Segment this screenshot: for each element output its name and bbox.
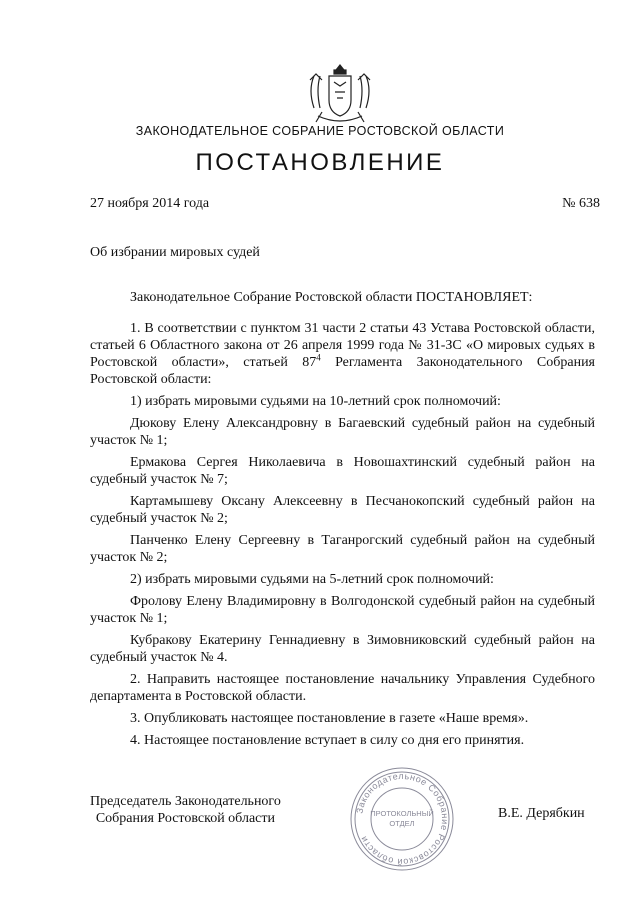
official-stamp [347, 764, 457, 874]
item-1-text-b: Регламента Законодательного Собрания Ростовской области: [90, 355, 595, 387]
subitem-1-paragraph: 1) избрать мировыми судьями на 10-летний срок полномочий: [130, 394, 501, 409]
intro-paragraph: Законодательное Собрание Ростовской области ПОСТАНОВЛЯЕТ: [130, 290, 533, 305]
item-1-text-a: 1. В соответствии с пунктом 31 части 2 статьи 43 Устава Ростовской области, статьей 6 Областного закона от 26 апреля 1999 года № 31-ЗС «О мировых судьях в Ростовской области», статьей 87 [90, 321, 595, 370]
judge-2-paragraph: Ермакова Сергея Николаевича в Новошахтинский судебный район на судебный участок № 7; [90, 455, 595, 487]
signatory-position-line-2: Собрания Ростовской области [95, 811, 275, 826]
judge-6-paragraph: Кубракову Екатерину Геннадиевну в Зимовниковский судебный район на судебный участок № 4. [90, 633, 595, 665]
item-1-paragraph [90, 320, 595, 388]
judge-5-paragraph: Фролову Елену Владимировну в Волгодонской судебный район на судебный участок № 1; [90, 594, 595, 626]
stamp-center-line-2: ОТДЕЛ [389, 819, 415, 828]
item-3-paragraph: 3. Опубликовать настоящее постановление в газете «Наше время». [130, 711, 529, 726]
document-subject: Об избрании мировых судей [90, 245, 260, 260]
judge-1-paragraph: Дюкову Елену Александровну в Багаевский судебный район на судебный участок № 1; [90, 416, 595, 448]
signatory-position [90, 793, 281, 827]
document-type-title: ПОСТАНОВЛЕНИЕ [195, 149, 445, 176]
subitem-2-paragraph: 2) избрать мировыми судьями на 5-летний срок полномочий: [130, 572, 494, 587]
coat-of-arms-emblem-icon [300, 62, 380, 126]
organization-name: ЗАКОНОДАТЕЛЬНОЕ СОБРАНИЕ РОСТОВСКОЙ ОБЛАСТИ [135, 124, 505, 138]
document-body [90, 289, 595, 754]
signatory-position-line-1: Председатель Законодательного [90, 794, 281, 809]
stamp-center-line-1: ПРОТОКОЛЬНЫЙ [370, 809, 434, 818]
item-2-paragraph: 2. Направить настоящее постановление начальнику Управления Судебного департамента в Ростовской области. [90, 672, 595, 704]
item-4-paragraph: 4. Настоящее постановление вступает в силу со дня его принятия. [130, 733, 525, 748]
judge-3-paragraph: Картамышеву Оксану Алексеевну в Песчанокопский судебный район на судебный участок № 2; [90, 494, 595, 526]
judge-4-paragraph: Панченко Елену Сергеевну в Таганрогский судебный район на судебный участок № 2; [90, 533, 595, 565]
signatory-name: В.Е. Дерябкин [498, 806, 585, 821]
item-1-superscript: 4 [316, 352, 321, 363]
document-date: 27 ноября 2014 года [90, 196, 210, 211]
document-number: № 638 [562, 196, 600, 211]
stamp-ring-text: Законодательное Собрание Ростовской области [354, 770, 451, 868]
